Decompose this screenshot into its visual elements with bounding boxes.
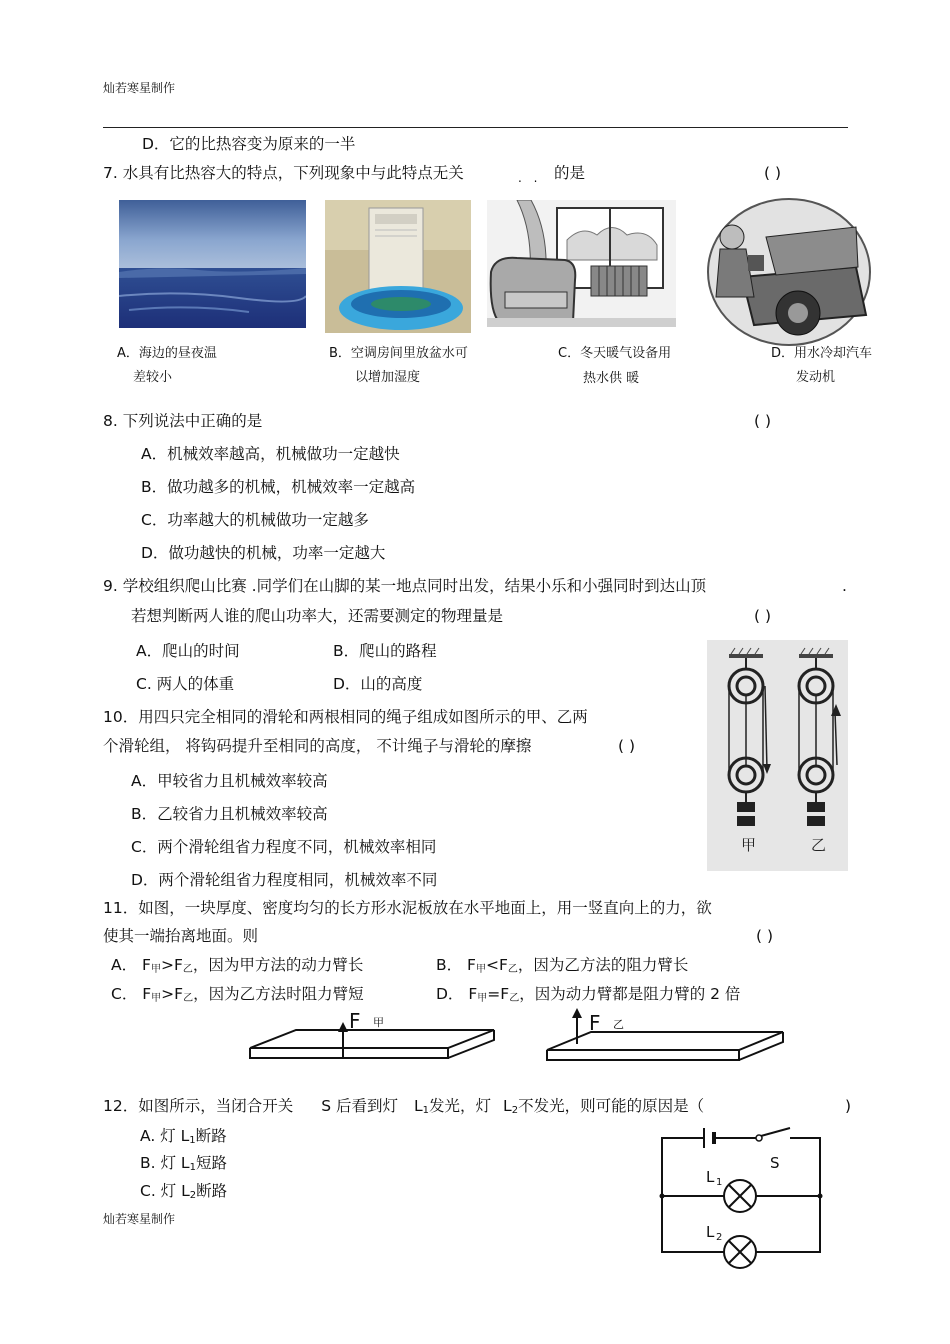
q12-option-b: B. 灯 $L_1$短路 [140,1154,227,1173]
force-label-jia: F [349,1009,361,1033]
q7-caption-d-line1: D．用水冷却汽车 [771,346,873,361]
q7-caption-a-line1: A．海边的昼夜温 [117,346,217,361]
q10-option-a: A．甲较省力且机械效率较高 [131,772,328,790]
q7-stem-end: 的是 [554,164,586,182]
q10-stem-line1: 10．用四只完全相同的滑轮和两根相同的绳子组成如图所示的甲、乙两 [103,708,588,726]
force-label-yi: F [589,1011,601,1035]
q8-option-d: D．做功越快的机械，功率一定越大 [141,544,386,562]
q7-caption-b-line1: B．空调房间里放盆水可 [329,346,468,361]
slab-figure-jia [248,1008,498,1064]
q11-option-a: A． $F_甲>F_乙$，因为甲方法的动力臂长 [111,956,364,975]
q8-option-b: B．做功越多的机械，机械效率一定越高 [141,478,416,496]
lamp2-label: L [706,1223,715,1241]
footer-watermark: 灿若寒星制作 [103,1212,176,1226]
q6-option-d: D．它的比热容变为原来的一半 [142,135,356,153]
air-conditioner-basin-photo [325,200,471,333]
q7-caption-a-line2: 差较小 [133,370,173,385]
header-rule [103,127,848,128]
q11-option-d: D． $F_甲=F_乙$，因为动力臂都是阻力臂的 2 倍 [436,985,741,1004]
q9-option-d: D．山的高度 [333,675,423,693]
force-sub-yi: 乙 [613,1018,624,1031]
q10-option-d: D．两个滑轮组省力程度相同，机械效率不同 [131,871,438,889]
header-watermark: 灿若寒星制作 [103,81,176,95]
q7-answer-paren: ( ) [764,164,782,182]
q12-answer-paren-close: ) [845,1097,852,1115]
q8-answer-paren: ( ) [754,412,772,430]
pulley-system-figure [707,640,848,871]
q7-caption-d-line2: 发动机 [796,370,836,385]
q7-emphasis-dots: . . [518,171,542,185]
pulley-label-jia: 甲 [741,836,757,854]
q7-caption-c-line1: C．冬天暖气设备用 [558,346,672,361]
car-mechanic-drawing [706,197,872,347]
q8-option-a: A．机械效率越高，机械做功一定越快 [141,445,400,463]
q9-option-b: B．爬山的路程 [333,642,437,660]
q7-caption-c-line2: 热水供 暖 [583,371,640,386]
q11-option-c: C． $F_甲>F_乙$，因为乙方法时阻力臂短 [111,985,364,1004]
circuit-diagram [656,1124,828,1274]
force-sub-jia: 甲 [373,1016,384,1029]
q10-stem-line2: 个滑轮组， 将钩码提升至相同的高度， 不计绳子与滑轮的摩擦 [103,737,532,755]
q9-option-c: C. 两人的体重 [136,675,235,693]
q12-option-a: A. 灯 $L_1$断路 [140,1127,227,1146]
slab-figure-yi [545,1006,787,1066]
seaside-photo [119,200,306,328]
q9-option-a: A．爬山的时间 [136,642,240,660]
q11-answer-paren: ( ) [756,927,774,945]
radiator-sofa-drawing [487,200,676,327]
switch-label: S [770,1154,780,1172]
q10-answer-paren: ( ) [618,737,636,755]
q8-stem: 8. 下列说法中正确的是 [103,412,263,430]
q8-option-c: C．功率越大的机械做功一定越多 [141,511,369,529]
q10-option-c: C．两个滑轮组省力程度不同，机械效率相同 [131,838,437,856]
q11-stem-line2: 使其一端抬离地面。则 [103,927,259,945]
q7-caption-b-line2: 以增加湿度 [355,370,421,385]
lamp1-sub: 1 [716,1177,723,1188]
lamp2-sub: 2 [716,1232,723,1243]
q12-option-c: C. 灯 $L_2$断路 [140,1182,228,1201]
lamp1-label: L [706,1168,715,1186]
q7-stem: 7. 水具有比热容大的特点，下列现象中与此特点无关 [103,164,464,182]
pulley-label-yi: 乙 [811,836,827,854]
q11-option-b: B． $F_甲<F_乙$，因为乙方法的阻力臂长 [436,956,689,975]
q10-option-b: B．乙较省力且机械效率较高 [131,805,328,823]
q9-answer-paren: ( ) [754,607,772,625]
q9-stem-period: . [842,577,847,595]
q12-stem: 12．如图所示，当闭合开关 S 后看到灯 $L_1$发光，灯 $L_2$不发光，则可能的原因是（ [103,1097,705,1116]
q11-stem-line1: 11．如图，一块厚度、密度均匀的长方形水泥板放在水平地面上，用一竖直向上的力，欲 [103,899,712,917]
q9-stem-line2: 若想判断两人谁的爬山功率大，还需要测定的物理量是 [131,607,504,625]
q9-stem-line1: 9. 学校组织爬山比赛 .同学们在山脚的某一地点同时出发，结果小乐和小强同时到达山顶 [103,577,707,595]
